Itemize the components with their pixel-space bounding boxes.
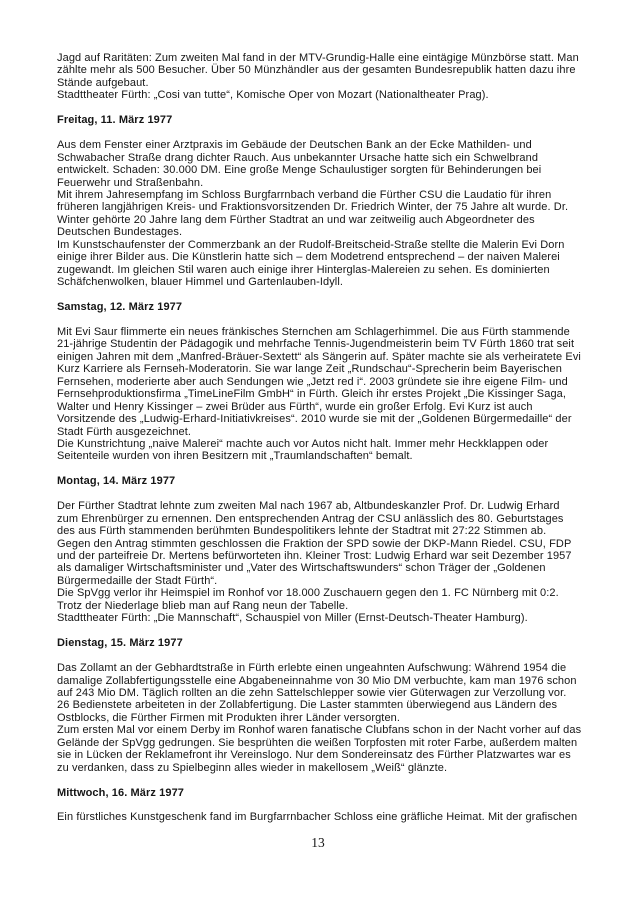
chronicle-section — [57, 475, 582, 624]
chronicle-section — [57, 301, 582, 463]
paragraph: Ein fürstliches Kunstgeschenk fand im Burgfarrnbacher Schloss eine gräfliche Heimat. Mit der grafischen — [57, 811, 578, 824]
page-number: 13 — [311, 835, 325, 850]
date-heading: Mittwoch, 16. März 1977 — [57, 786, 185, 799]
chronicle-section — [57, 52, 582, 102]
document-body — [57, 52, 582, 824]
paragraph: Im Kunstschaufenster der Commerzbank an der Rudolf-Breitscheid-Straße stellte die Malerin Evi Dorn einige ihrer Bilder aus. Die Künstlerin hatte sich – dem Modetrend entsprechend – der naiven Malerei zugewandt. Im gleichen Stil waren auch einige ihrer Hinterglas-Malereien zu sehen. Es dominierten Schäfchenwolken, blauer Himmel und Gartenlauben-Idyll. — [57, 238, 565, 289]
paragraph: Mit ihrem Jahresempfang im Schloss Burgfarrnbach verband die Fürther CSU die Laudatio für ihren früheren langjährigen Kreis- und Fraktionsvorsitzenden Dr. Friedrich Winter, der 75 Jahre alt wurde. Dr. Winter gehörte 20 Jahre lang dem Fürther Stadtrat an und war zeitweilig auch Abgeordneter des Deutschen Bundestages. — [57, 188, 569, 239]
date-heading: Dienstag, 15. März 1977 — [57, 637, 183, 650]
paragraph: Der Fürther Stadtrat lehnte zum zweiten Mal nach 1967 ab, Altbundeskanzler Prof. Dr. Ludwig Erhard zum Ehrenbürger zu ernennen. Den entsprechenden Antrag der CSU anlässlich des 80. Geburtstages des aus Fürth stammenden berühmten Bundespolitikers lehnte der Stadtrat mit 27:22 Stimmen ab. Gegen den Antrag stimmten geschlossen die Fraktion der SPD sowie der DKP-Mann Riedel. CSU, FDP und der parteifreie Dr. Mertens befürworteten ihn. Kleiner Trost: Ludwig Erhard war seit Dezember 1957 als damaliger Wirtschaftsminister und „Vater des Wirtschaftswunders“ schon Träger der „Goldenen Bürgermedaille der Stadt Fürth“. — [57, 500, 572, 587]
date-heading: Freitag, 11. März 1977 — [57, 114, 173, 127]
paragraph: Stadttheater Fürth: „Cosi van tutte“, Komische Oper von Mozart (Nationaltheater Prag). — [57, 89, 489, 102]
paragraph: Das Zollamt an der Gebhardtstraße in Fürth erlebte einen ungeahnten Aufschwung: Während 1954 die damalige Zollabfertigungsstelle eine Abgabeneinnahme von 30 Mio DM verbuchte, kam man 1976 schon auf 243 Mio DM. Täglich rollten an die zehn Sattelschlepper sowie vier Güterwagen zur Verzollung vor. 26 Bedienstete arbeiteten in der Zollabfertigung. Die Laster stammten überwiegend aus Ländern des Ostblocks, die Fürther Firmen mit Produkten ihrer Länder versorgten. — [57, 662, 577, 724]
date-heading: Samstag, 12. März 1977 — [57, 301, 183, 314]
paragraph: Stadttheater Fürth: „Die Mannschaft“, Schauspiel von Miller (Ernst-Deutsch-Theater Hamburg). — [57, 612, 528, 625]
chronicle-section — [57, 637, 582, 774]
paragraph: Mit Evi Saur flimmerte ein neues fränkisches Sternchen am Schlagerhimmel. Die aus Fürth stammende 21-jährige Studentin der Pädagogik und mehrfache Tennis-Jugendmeisterin beim TV Fürth 1860 trat seit einigen Jahren mit dem „Manfred-Bräuer-Sextett“ als Sängerin auf. Später machte sie als verheiratete Evi Kurz Karriere als Fernseh-Moderatorin. Sie war lange Zeit „Rundschau“-Sprecherin beim Bayerischen Fernsehen, moderierte aber auch Sendungen wie „Jetzt red i“. 2003 gründete sie ihre eigene Film- und Fernsehproduktionsfirma „TimeLineFilm GmbH“ in Fürth. Gleich ihr erstes Projekt „Die Kissinger Saga, Walter und Henry Kissinger – zwei Brüder aus Fürth“, wurde ein großer Erfolg. Evi Kurz ist auch Vorsitzende des „Ludwig-Erhard-Initiativkreises“. 2010 wurde sie mit der „Goldenen Bürgermedaille“ der Stadt Fürth ausgezeichnet. — [57, 325, 581, 438]
paragraph: Aus dem Fenster einer Arztpraxis im Gebäude der Deutschen Bank an der Ecke Mathilden- und Schwabacher Straße drang dichter Rauch. Aus unbekannter Ursache hatte sich ein Schwelbrand entwickelt. Schaden: 30.000 DM. Eine große Menge Schaulustiger sorgten für Behinderungen bei Feuerwehr und Straßenbahn. — [57, 139, 542, 189]
paragraph: Jagd auf Raritäten: Zum zweiten Mal fand in der MTV-Grundig-Halle eine eintägige Münzbörse statt. Man zählte mehr als 500 Besucher. Über 50 Münzhändler aus der gesamten Bundesrepublik hatten dazu ihre Stände aufgebaut. — [57, 52, 579, 89]
chronicle-section — [57, 787, 582, 824]
paragraph: Zum ersten Mal vor einem Derby im Ronhof waren fanatische Clubfans schon in der Nacht vorher auf das Gelände der SpVgg gedrungen. Sie besprühten die weißen Torpfosten mit roter Farbe, außerdem malten sie in Lücken der Reklamefront ihr Vereinslogo. Nur dem Sondereinsatz des Fürther Platzwartes war es zu verdanken, dass zu Spielbeginn alles wieder in makellosem „Weiß“ glänzte. — [57, 724, 582, 774]
paragraph: Die Kunstrichtung „naive Malerei“ machte auch vor Autos nicht halt. Immer mehr Heckklappen oder Seitenteile wurden von ihren Besitzern mit „Traumlandschaften“ bemalt. — [57, 437, 549, 463]
date-heading: Montag, 14. März 1977 — [57, 475, 176, 488]
paragraph: Die SpVgg verlor ihr Heimspiel im Ronhof vor 18.000 Zuschauern gegen den 1. FC Nürnberg mit 0:2. Trotz der Niederlage blieb man auf Rang neun der Tabelle. — [57, 587, 559, 612]
chronicle-section — [57, 114, 582, 288]
